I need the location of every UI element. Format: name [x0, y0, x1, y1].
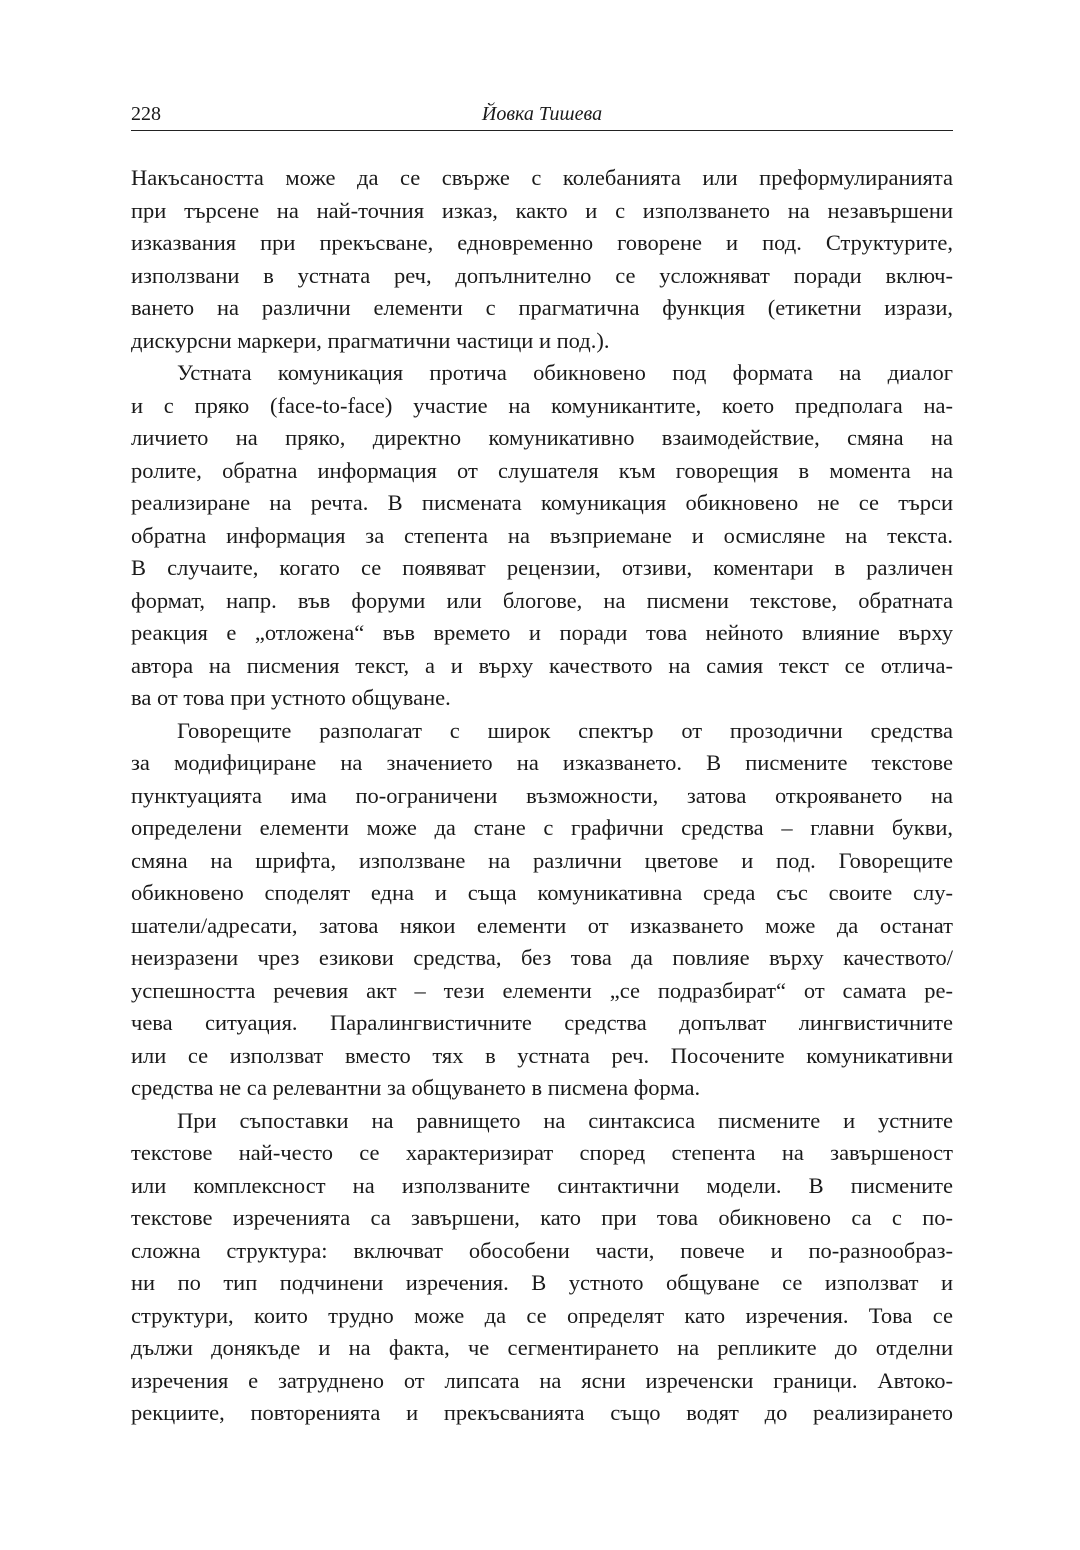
- text-line: неизразени чрез езикови средства, без това да повлияе върху качеството/: [131, 945, 953, 970]
- text-line: При съпоставки на равнището на синтаксиса писмените и устните: [177, 1107, 953, 1133]
- text-line: реакция е „отложена“ във времето и поради това нейното влияние върху: [131, 620, 953, 645]
- text-line: обратна информация за степента на възприемане и осмисляне на текста.: [131, 522, 953, 548]
- text-line: изречения е затруднено от липсата на ясни изреченски граници. Автоко-: [131, 1367, 953, 1393]
- text-line: чева ситуация. Паралингвистичните средства допълват лингвистичните: [131, 1010, 953, 1035]
- text-line: пунктуацията има по-ограничени възможности, затова открояването на: [131, 782, 953, 808]
- text-line: ролите, обратна информация от слушателя към говорещия в момента на: [131, 457, 953, 483]
- text-line: личието на пряко, директно комуникативно взаимодействие, смяна на: [131, 425, 953, 450]
- text-line: текстове най-често се характеризират според степента на завършеност: [131, 1140, 953, 1165]
- body-text: [131, 162, 953, 1430]
- paragraph: [131, 357, 953, 715]
- text-line: използвани в устната реч, допълнително се усложняват поради включ-: [131, 262, 953, 288]
- text-line: при търсене на най-точния изказ, както и с използването на незавършени: [131, 197, 953, 223]
- text-line: и с пряко (face-to-face) участие на комуникантите, което предполага на-: [131, 392, 953, 418]
- text-line: В случаите, когато се появяват рецензии, отзиви, коментари в различен: [131, 555, 953, 580]
- page-number: 228: [131, 103, 161, 125]
- text-line: Говорещите разполагат с широк спектър от прозодични средства: [177, 717, 953, 743]
- text-line: ва от това при устното общуване.: [131, 685, 451, 710]
- text-line: формат, напр. във форуми или блогове, на писмени текстове, обратната: [131, 587, 953, 613]
- text-line: дължи донякъде и на факта, че сегментирането на репликите до отделни: [131, 1335, 953, 1360]
- text-line: дискурсни маркери, прагматични частици и под.).: [131, 327, 610, 353]
- paragraph: [131, 1105, 953, 1430]
- text-line: средства не са релевантни за общуването в писмена форма.: [131, 1075, 701, 1100]
- text-line: текстове изреченията са завършени, като при това обикновено са с по-: [131, 1205, 953, 1230]
- text-line: определени елементи може да стане с графични средства – главни букви,: [131, 815, 953, 840]
- text-line: шатели/адресати, затова някои елементи от изказването може да останат: [131, 912, 953, 938]
- text-line: изказвания при прекъсване, едновременно говорене и под. Структурите,: [131, 230, 953, 255]
- running-header: [131, 100, 953, 131]
- paragraph: [131, 715, 953, 1105]
- text-line: или комплексност на използваните синтактични модели. В писмените: [131, 1172, 953, 1198]
- text-line: успешността речевия акт – тези елементи „се подразбират“ от самата ре-: [131, 977, 953, 1003]
- paragraph: [131, 162, 953, 357]
- text-line: ването на различни елементи с прагматична функция (етикетни изрази,: [131, 295, 953, 320]
- text-line: Устната комуникация протича обикновено под формата на диалог: [177, 360, 953, 385]
- text-line: ни по тип подчинени изречения. В устното общуване се използват и: [131, 1270, 953, 1295]
- text-line: сложна структура: включват обособени части, повече и по-разнообраз-: [131, 1237, 953, 1263]
- text-line: Накъсаността може да се свърже с колебанията или преформулиранията: [131, 165, 953, 190]
- text-line: реализиране на речта. В писмената комуникация обикновено не се търси: [131, 490, 953, 515]
- text-line: за модифициране на значението на изказването. В писмените текстове: [131, 750, 953, 775]
- text-line: смяна на шрифта, използване на различни цветове и под. Говорещите: [131, 847, 953, 873]
- text-line: автора на писмения текст, а и върху качеството на самия текст се отлича-: [131, 652, 953, 678]
- text-line: или се използват вместо тях в устната реч. Посочените комуникативни: [131, 1042, 953, 1068]
- running-head-author: Йовка Тишева: [481, 103, 603, 125]
- text-line: структури, които трудно може да се определят като изречения. Това се: [131, 1302, 953, 1328]
- text-line: рекциите, повторенията и прекъсванията също водят до реализирането: [131, 1400, 953, 1425]
- text-line: обикновено споделят една и съща комуникативна среда със своите слу-: [131, 880, 953, 905]
